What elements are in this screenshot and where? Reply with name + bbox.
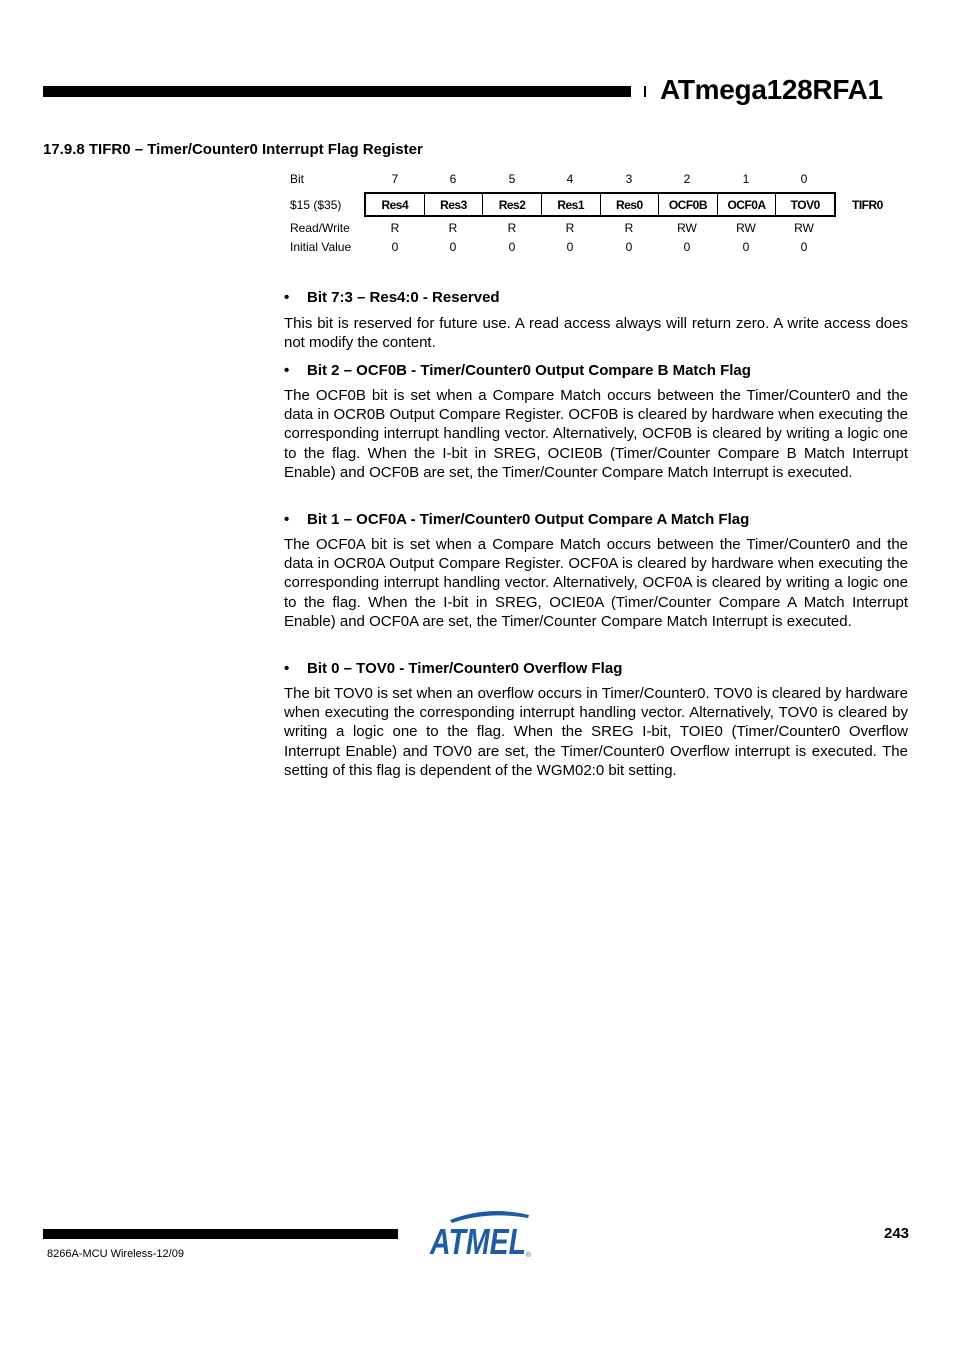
field-ocf0b: OCF0B	[659, 194, 718, 215]
initial-value: 0	[800, 240, 808, 254]
bullet-heading	[284, 289, 500, 306]
page-number: 243	[884, 1225, 910, 1242]
bullet-dot: •	[284, 511, 290, 528]
field-res3: Res3	[425, 194, 484, 215]
field-res4: Res4	[366, 194, 425, 215]
logo-text: ATMEL	[429, 1221, 526, 1259]
atmel-logo	[428, 1209, 534, 1259]
bullet-paragraph: The OCF0A bit is set when a Compare Match occurs between the Timer/Counter0 and the data in OCR0A Output Compare Register. OCF0A is cleared by hardware when executing the corresponding interrupt handling vector. Alternatively, OCF0A is cleared by writing a logic one to the flag. When the I-bit in SREG, OCIE0A (Timer/Counter Compare A Match Interrupt Enable) and OCF0A are set, the Timer/Counter Compare Match Interrupt is executed.	[284, 536, 908, 630]
rw-value: RW	[794, 221, 814, 235]
field-res0: Res0	[601, 194, 660, 215]
field-tov0: TOV0	[790, 197, 820, 212]
rw-value: R	[624, 221, 634, 235]
bit-number: 0	[800, 172, 808, 186]
rw-value: R	[565, 221, 575, 235]
document-id: 8266A-MCU Wireless-12/09	[47, 1248, 184, 1260]
rw-value: RW	[736, 221, 756, 235]
footer-rule	[43, 1229, 398, 1239]
bullet-title: Bit 1 – OCF0A - Timer/Counter0 Output Compare A Match Flag	[307, 511, 750, 528]
section-heading: 17.9.8 TIFR0 – Timer/Counter0 Interrupt Flag Register	[43, 141, 423, 158]
initial-value: 0	[508, 240, 516, 254]
bit-number: 5	[508, 172, 516, 186]
register-name: TIFR0	[852, 198, 883, 212]
rw-value: RW	[677, 221, 697, 235]
rw-value: R	[390, 221, 400, 235]
rw-value: R	[507, 221, 517, 235]
bullet-title: Bit 7:3 – Res4:0 - Reserved	[307, 289, 500, 306]
bit-number: 2	[683, 172, 691, 186]
bit-number: 3	[625, 172, 633, 186]
header-rule	[43, 86, 631, 97]
row-label-initial-value: Initial Value	[290, 240, 352, 254]
row-label-bit: Bit	[290, 172, 305, 186]
bullet-paragraph: The bit TOV0 is set when an overflow occurs in Timer/Counter0. TOV0 is cleared by hardware when executing the corresponding interrupt handling vector. Alternatively, TOV0 is cleared by writing a logic one to the flag. When the SREG I-bit, TOIE0 (Timer/Counter0 Overflow Interrupt Enable) and TOV0 are set, the Timer/Counter0 Overflow interrupt is executed. The setting of this flag is dependent of the WGM02:0 bit setting.	[284, 685, 908, 779]
register-fields	[364, 192, 836, 217]
bullet-title: Bit 2 – OCF0B - Timer/Counter0 Output Compare B Match Flag	[307, 362, 751, 379]
initial-value: 0	[391, 240, 399, 254]
initial-value: 0	[566, 240, 574, 254]
field-ocf0a: OCF0A	[718, 194, 777, 215]
field-res2: Res2	[483, 194, 542, 215]
bullet-dot: •	[284, 660, 290, 677]
bullet-heading	[284, 362, 751, 379]
bit-number: 4	[566, 172, 574, 186]
bullet-heading	[284, 660, 622, 677]
bullet-heading	[284, 511, 749, 528]
bullet-paragraph: This bit is reserved for future use. A read access always will return zero. A write access does not modify the content.	[284, 315, 908, 352]
bit-number: 7	[391, 172, 399, 186]
initial-value: 0	[683, 240, 691, 254]
field-res1: Res1	[542, 194, 601, 215]
initial-value: 0	[449, 240, 457, 254]
bullet-title: Bit 0 – TOV0 - Timer/Counter0 Overflow Flag	[307, 660, 623, 677]
bullet-dot: •	[284, 362, 290, 379]
row-label-read-write: Read/Write	[290, 221, 350, 235]
initial-value: 0	[742, 240, 750, 254]
bit-number: 1	[742, 172, 750, 186]
bit-number: 6	[449, 172, 457, 186]
bullet-paragraph: The OCF0B bit is set when a Compare Match occurs between the Timer/Counter0 and the data in OCR0B Output Compare Register. OCF0B is cleared by hardware when executing the corresponding interrupt handling vector. Alternatively, OCF0B is cleared by writing a logic one to the flag. When the I-bit in SREG, OCIE0B (Timer/Counter Compare B Match Interrupt Enable) and OCF0B are set, the Timer/Counter Compare Match Interrupt is executed.	[284, 387, 908, 481]
row-label-address: $15 ($35)	[290, 198, 342, 212]
initial-value: 0	[625, 240, 633, 254]
header-tick	[644, 86, 646, 97]
document-title: ATmega128RFA1	[660, 74, 883, 105]
bullet-dot: •	[284, 289, 290, 306]
rw-value: R	[448, 221, 458, 235]
logo-registered-mark: ®	[526, 1252, 532, 1259]
